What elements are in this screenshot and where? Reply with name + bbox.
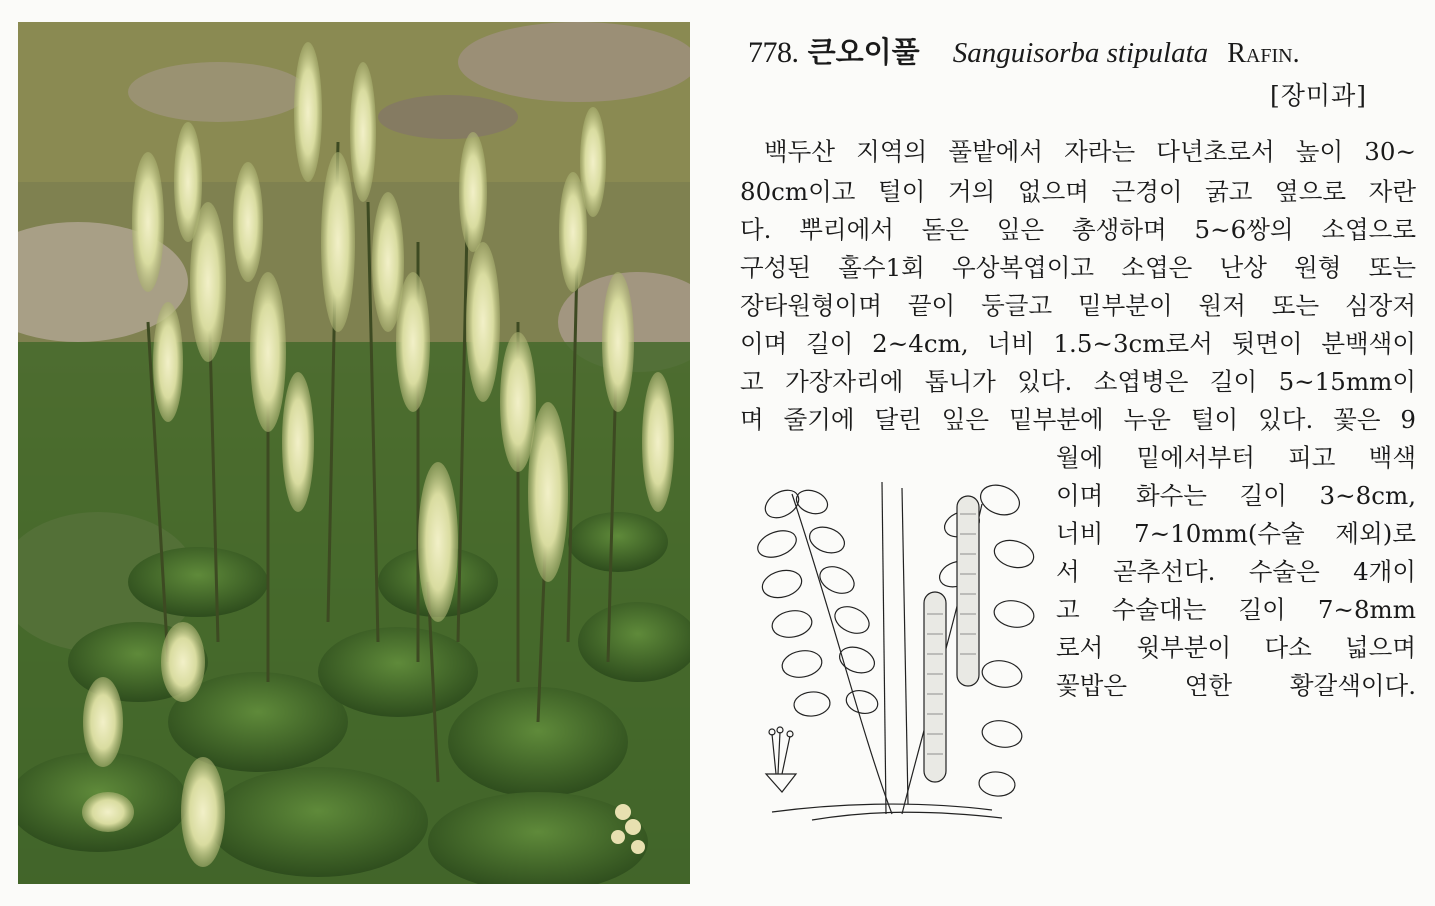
description-line: 로서 윗부분이 다소 넓으며	[1056, 633, 1416, 662]
botanical-illustration	[752, 474, 1042, 834]
family-name: [장미과]	[1270, 81, 1367, 110]
plant-photo-drawing	[18, 22, 690, 884]
description-line: 백두산 지역의 풀밭에서 자라는 다년초로서 높이 30~	[764, 137, 1416, 166]
description-line: 꽃밥은 연한 황갈색이다.	[1056, 671, 1416, 700]
description-line: 장타원형이며 끝이 둥글고 밑부분이 원저 또는 심장저	[740, 291, 1416, 320]
description-line: 고 가장자리에 톱니가 있다. 소엽병은 길이 5~15mm이	[740, 367, 1416, 396]
scientific-name: Sanguisorba stipulata	[952, 37, 1209, 69]
plant-photo	[18, 22, 690, 884]
entry-heading	[748, 30, 1408, 70]
description-line: 너비 7~10mm(수술 제외)로	[1056, 519, 1416, 548]
description-line: 이며 길이 2~4cm, 너비 1.5~3cm로서 뒷면이 분백색이	[740, 329, 1416, 358]
illustration-drawing	[752, 474, 1042, 834]
author-name: Rafin.	[1227, 38, 1300, 69]
description-line: 고 수술대는 길이 7~8mm	[1056, 595, 1416, 624]
description-line: 며 줄기에 달린 잎은 밑부분에 누운 털이 있다. 꽃은 9	[740, 405, 1416, 434]
description-line: 구성된 홀수1회 우상복엽이고 소엽은 난상 원형 또는	[740, 253, 1416, 282]
description-line: 80cm이고 털이 거의 없으며 근경이 굵고 옆으로 자란	[740, 177, 1416, 206]
description-line: 다. 뿌리에서 돋은 잎은 총생하며 5~6쌍의 소엽으로	[740, 215, 1416, 244]
description-line: 월에 밑에서부터 피고 백색	[1056, 443, 1416, 472]
description-line: 서 곧추선다. 수술은 4개이	[1056, 557, 1416, 586]
korean-name: 큰오이풀	[807, 35, 920, 69]
entry-number: 778.	[748, 36, 799, 69]
description-line: 이며 화수는 길이 3~8cm,	[1056, 481, 1416, 510]
